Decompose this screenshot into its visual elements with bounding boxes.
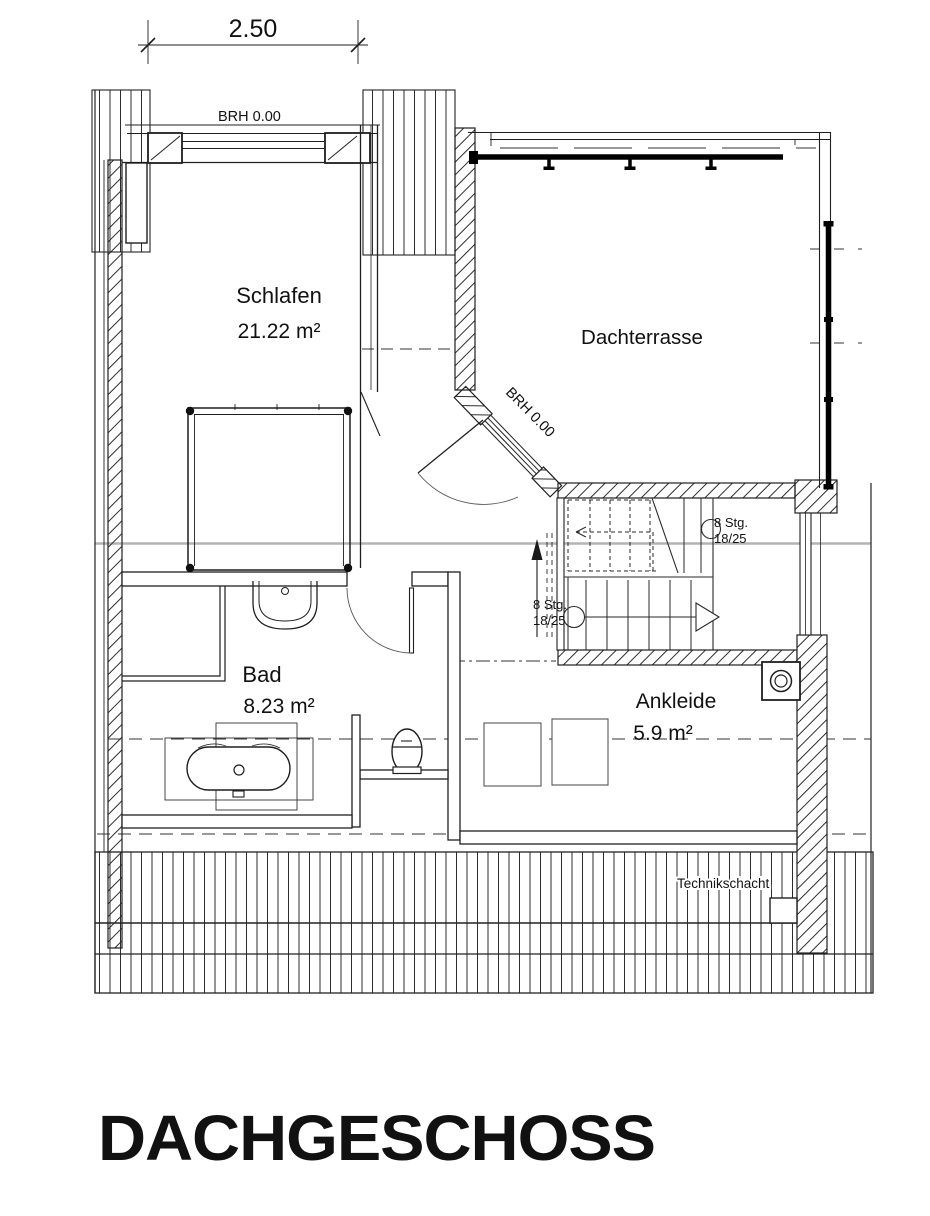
drawing-title: DACHGESCHOSS: [98, 1102, 655, 1174]
wall-ankleide-bottom: [460, 831, 797, 844]
room-label-bad: Bad: [242, 662, 282, 687]
stair-lower-flight: [568, 577, 691, 650]
dimension-label: 2.50: [228, 15, 278, 43]
hallway-arrow-head: [532, 539, 543, 560]
wall-bad-top-jamb: [412, 572, 448, 586]
drain-fixture: [762, 662, 800, 700]
room-label-dachterrasse: Dachterrasse: [581, 326, 703, 349]
terrace-door-sill-label: BRH 0.00: [502, 384, 558, 441]
roof-strip-top-middle: [363, 90, 455, 255]
wall-left-exterior: [108, 160, 122, 948]
window-sill-label: BRH 0.00: [218, 109, 281, 125]
wall-ankleide-left: [448, 572, 460, 840]
washbasin: [253, 581, 317, 629]
doors: [347, 420, 518, 653]
bathtub: [165, 723, 313, 810]
wall-shower-corner: [122, 586, 225, 681]
toilet: [392, 729, 422, 774]
stairs-upper-label-2: 18/25: [714, 531, 747, 546]
room-area-ankleide: 5.9 m²: [633, 722, 693, 745]
wall-terrace-left: [455, 128, 475, 390]
room-label-schlafen: Schlafen: [236, 283, 322, 308]
wall-diagonal-window: [454, 386, 561, 496]
wall-bad-top: [122, 572, 347, 586]
stairs-lower-label-1: 8 Stg.: [533, 597, 567, 612]
terrace-railing: [469, 151, 834, 490]
wardrobe-1: [484, 723, 541, 786]
wall-bad-bottom: [122, 815, 352, 828]
stair-upper-flight: [568, 500, 658, 571]
room-area-schlafen: 21.22 m²: [237, 320, 321, 343]
stair-direction-arrow: [696, 603, 719, 631]
stairs-upper-label-1: 8 Stg.: [714, 515, 748, 530]
technic-shaft-box: [770, 898, 797, 923]
bed: [186, 404, 352, 572]
parapet-terrace: [468, 132, 831, 488]
door-terrace: [418, 420, 518, 504]
window-stairwell: [798, 513, 823, 635]
wall-wc-left: [352, 715, 360, 827]
stairs-lower-label-2: 18/25: [533, 613, 566, 628]
room-label-ankleide: Ankleide: [635, 690, 717, 713]
wall-stair-top: [558, 483, 795, 498]
roof-areas: [92, 90, 873, 993]
shaft-label: Technikschacht: [677, 876, 770, 891]
wall-right-exterior: [797, 635, 827, 953]
room-area-bad: 8.23 m²: [243, 695, 315, 718]
door-bad: [347, 588, 414, 653]
wardrobe-2: [552, 719, 608, 785]
window-schlafen: [122, 125, 380, 243]
